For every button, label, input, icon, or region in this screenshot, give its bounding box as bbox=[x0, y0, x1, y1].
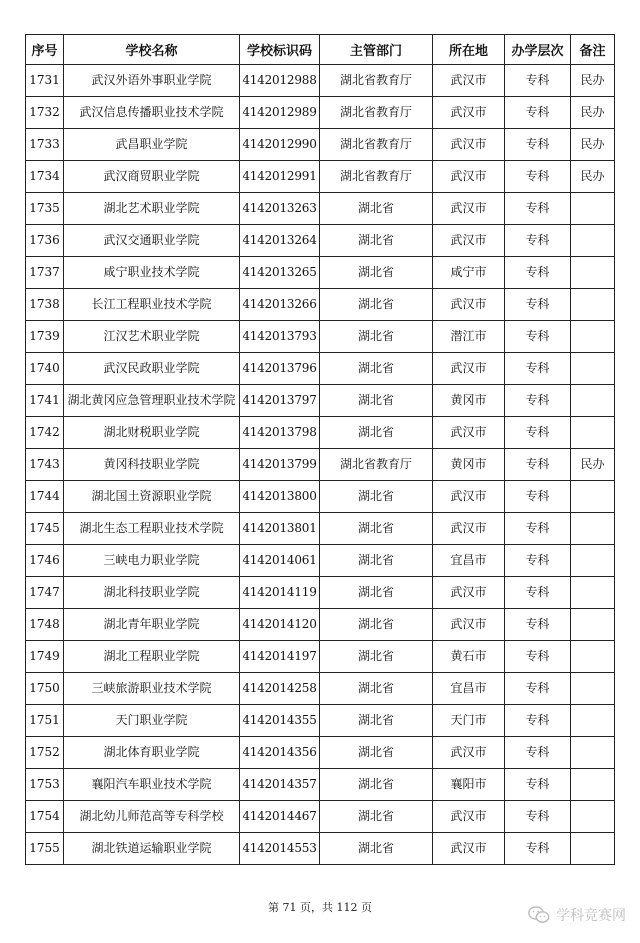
cell-school-code: 4142013266 bbox=[240, 289, 320, 321]
cell-department: 湖北省 bbox=[320, 193, 433, 225]
table-row bbox=[26, 481, 615, 513]
table-row bbox=[26, 353, 615, 385]
cell-school-name: 湖北国土资源职业学院 bbox=[64, 481, 240, 513]
cell-number: 1733 bbox=[26, 129, 64, 161]
cell-school-code: 4142013265 bbox=[240, 257, 320, 289]
cell-school-code: 4142014357 bbox=[240, 769, 320, 801]
table-row bbox=[26, 449, 615, 481]
cell-number: 1743 bbox=[26, 449, 64, 481]
cell-remarks bbox=[571, 225, 615, 257]
cell-school-code: 4142013796 bbox=[240, 353, 320, 385]
cell-school-code: 4142013801 bbox=[240, 513, 320, 545]
cell-school-name: 武汉商贸职业学院 bbox=[64, 161, 240, 193]
header-cell-level: 办学层次 bbox=[505, 35, 571, 65]
cell-department: 湖北省 bbox=[320, 545, 433, 577]
cell-school-name: 湖北生态工程职业技术学院 bbox=[64, 513, 240, 545]
table-row bbox=[26, 161, 615, 193]
cell-school-code: 4142013800 bbox=[240, 481, 320, 513]
cell-level: 专科 bbox=[505, 417, 571, 449]
cell-number: 1737 bbox=[26, 257, 64, 289]
cell-department: 湖北省 bbox=[320, 769, 433, 801]
table-row bbox=[26, 129, 615, 161]
cell-number: 1739 bbox=[26, 321, 64, 353]
cell-school-code: 4142014553 bbox=[240, 833, 320, 865]
page-number-footer: 第 71 页，共 112 页 bbox=[268, 901, 372, 914]
cell-department: 湖北省 bbox=[320, 417, 433, 449]
cell-location: 武汉市 bbox=[433, 801, 505, 833]
cell-school-name: 黄冈科技职业学院 bbox=[64, 449, 240, 481]
cell-department: 湖北省 bbox=[320, 705, 433, 737]
cell-number: 1738 bbox=[26, 289, 64, 321]
table-row bbox=[26, 417, 615, 449]
cell-number: 1734 bbox=[26, 161, 64, 193]
cell-remarks bbox=[571, 481, 615, 513]
cell-school-code: 4142014467 bbox=[240, 801, 320, 833]
table-row bbox=[26, 577, 615, 609]
cell-remarks: 民办 bbox=[571, 161, 615, 193]
cell-school-name: 湖北体育职业学院 bbox=[64, 737, 240, 769]
cell-location: 咸宁市 bbox=[433, 257, 505, 289]
cell-remarks bbox=[571, 609, 615, 641]
cell-level: 专科 bbox=[505, 545, 571, 577]
table-row bbox=[26, 289, 615, 321]
cell-school-name: 武汉交通职业学院 bbox=[64, 225, 240, 257]
cell-level: 专科 bbox=[505, 641, 571, 673]
cell-level: 专科 bbox=[505, 801, 571, 833]
cell-school-name: 湖北铁道运输职业学院 bbox=[64, 833, 240, 865]
cell-number: 1740 bbox=[26, 353, 64, 385]
cell-number: 1754 bbox=[26, 801, 64, 833]
cell-school-name: 湖北工程职业学院 bbox=[64, 641, 240, 673]
school-table bbox=[25, 34, 615, 865]
cell-location: 武汉市 bbox=[433, 161, 505, 193]
cell-number: 1752 bbox=[26, 737, 64, 769]
cell-school-name: 咸宁职业技术学院 bbox=[64, 257, 240, 289]
cell-remarks bbox=[571, 801, 615, 833]
cell-school-code: 4142014258 bbox=[240, 673, 320, 705]
cell-remarks bbox=[571, 385, 615, 417]
cell-department: 湖北省 bbox=[320, 641, 433, 673]
cell-level: 专科 bbox=[505, 609, 571, 641]
cell-level: 专科 bbox=[505, 225, 571, 257]
cell-level: 专科 bbox=[505, 161, 571, 193]
cell-location: 武汉市 bbox=[433, 833, 505, 865]
cell-number: 1746 bbox=[26, 545, 64, 577]
cell-level: 专科 bbox=[505, 449, 571, 481]
cell-department: 湖北省 bbox=[320, 321, 433, 353]
cell-number: 1750 bbox=[26, 673, 64, 705]
cell-school-code: 4142012989 bbox=[240, 97, 320, 129]
cell-location: 武汉市 bbox=[433, 129, 505, 161]
table-row bbox=[26, 257, 615, 289]
watermark bbox=[528, 905, 626, 925]
table-row bbox=[26, 321, 615, 353]
cell-number: 1735 bbox=[26, 193, 64, 225]
cell-school-code: 4142014120 bbox=[240, 609, 320, 641]
cell-location: 武汉市 bbox=[433, 481, 505, 513]
cell-remarks bbox=[571, 513, 615, 545]
cell-school-name: 湖北科技职业学院 bbox=[64, 577, 240, 609]
cell-remarks: 民办 bbox=[571, 129, 615, 161]
cell-department: 湖北省 bbox=[320, 225, 433, 257]
header-cell-department: 主管部门 bbox=[320, 35, 433, 65]
cell-school-code: 4142013264 bbox=[240, 225, 320, 257]
cell-location: 武汉市 bbox=[433, 513, 505, 545]
cell-level: 专科 bbox=[505, 673, 571, 705]
cell-level: 专科 bbox=[505, 65, 571, 97]
cell-remarks bbox=[571, 545, 615, 577]
cell-number: 1748 bbox=[26, 609, 64, 641]
table-row bbox=[26, 737, 615, 769]
cell-school-name: 三峡电力职业学院 bbox=[64, 545, 240, 577]
cell-level: 专科 bbox=[505, 257, 571, 289]
cell-department: 湖北省 bbox=[320, 801, 433, 833]
cell-department: 湖北省 bbox=[320, 385, 433, 417]
cell-location: 黄石市 bbox=[433, 641, 505, 673]
cell-remarks bbox=[571, 417, 615, 449]
cell-department: 湖北省教育厅 bbox=[320, 449, 433, 481]
cell-department: 湖北省 bbox=[320, 833, 433, 865]
cell-school-name: 武昌职业学院 bbox=[64, 129, 240, 161]
cell-department: 湖北省 bbox=[320, 737, 433, 769]
table-row bbox=[26, 833, 615, 865]
cell-number: 1749 bbox=[26, 641, 64, 673]
cell-number: 1742 bbox=[26, 417, 64, 449]
cell-level: 专科 bbox=[505, 289, 571, 321]
cell-number: 1751 bbox=[26, 705, 64, 737]
table-row bbox=[26, 225, 615, 257]
header-cell-location: 所在地 bbox=[433, 35, 505, 65]
cell-level: 专科 bbox=[505, 129, 571, 161]
cell-school-code: 4142013799 bbox=[240, 449, 320, 481]
cell-remarks: 民办 bbox=[571, 65, 615, 97]
cell-number: 1732 bbox=[26, 97, 64, 129]
cell-school-code: 4142013793 bbox=[240, 321, 320, 353]
cell-school-code: 4142013263 bbox=[240, 193, 320, 225]
cell-level: 专科 bbox=[505, 385, 571, 417]
cell-remarks bbox=[571, 577, 615, 609]
cell-school-code: 4142014197 bbox=[240, 641, 320, 673]
cell-remarks: 民办 bbox=[571, 97, 615, 129]
table-row bbox=[26, 769, 615, 801]
cell-school-name: 武汉外语外事职业学院 bbox=[64, 65, 240, 97]
cell-school-name: 武汉信息传播职业技术学院 bbox=[64, 97, 240, 129]
cell-location: 武汉市 bbox=[433, 65, 505, 97]
cell-level: 专科 bbox=[505, 321, 571, 353]
cell-school-name: 三峡旅游职业技术学院 bbox=[64, 673, 240, 705]
cell-level: 专科 bbox=[505, 97, 571, 129]
cell-department: 湖北省教育厅 bbox=[320, 65, 433, 97]
cell-location: 武汉市 bbox=[433, 737, 505, 769]
cell-number: 1747 bbox=[26, 577, 64, 609]
cell-location: 武汉市 bbox=[433, 97, 505, 129]
cell-school-name: 襄阳汽车职业技术学院 bbox=[64, 769, 240, 801]
cell-school-name: 湖北幼儿师范高等专科学校 bbox=[64, 801, 240, 833]
cell-remarks bbox=[571, 833, 615, 865]
cell-number: 1753 bbox=[26, 769, 64, 801]
table-row bbox=[26, 673, 615, 705]
cell-number: 1755 bbox=[26, 833, 64, 865]
table-row bbox=[26, 641, 615, 673]
table-row bbox=[26, 97, 615, 129]
cell-location: 潜江市 bbox=[433, 321, 505, 353]
cell-department: 湖北省 bbox=[320, 481, 433, 513]
header-cell-school-code: 学校标识码 bbox=[240, 35, 320, 65]
cell-remarks bbox=[571, 193, 615, 225]
cell-department: 湖北省 bbox=[320, 577, 433, 609]
table-row bbox=[26, 609, 615, 641]
cell-level: 专科 bbox=[505, 353, 571, 385]
cell-number: 1741 bbox=[26, 385, 64, 417]
cell-remarks bbox=[571, 353, 615, 385]
wechat-icon bbox=[528, 906, 550, 924]
cell-level: 专科 bbox=[505, 737, 571, 769]
cell-department: 湖北省 bbox=[320, 513, 433, 545]
table-row bbox=[26, 545, 615, 577]
cell-location: 宜昌市 bbox=[433, 545, 505, 577]
cell-school-name: 江汉艺术职业学院 bbox=[64, 321, 240, 353]
cell-remarks bbox=[571, 641, 615, 673]
cell-remarks bbox=[571, 737, 615, 769]
table-row bbox=[26, 193, 615, 225]
cell-remarks: 民办 bbox=[571, 449, 615, 481]
cell-department: 湖北省 bbox=[320, 353, 433, 385]
cell-level: 专科 bbox=[505, 577, 571, 609]
cell-location: 武汉市 bbox=[433, 609, 505, 641]
cell-location: 天门市 bbox=[433, 705, 505, 737]
cell-number: 1736 bbox=[26, 225, 64, 257]
cell-number: 1744 bbox=[26, 481, 64, 513]
cell-school-code: 4142014356 bbox=[240, 737, 320, 769]
cell-remarks bbox=[571, 289, 615, 321]
cell-department: 湖北省教育厅 bbox=[320, 97, 433, 129]
cell-department: 湖北省 bbox=[320, 257, 433, 289]
header-cell-school-name: 学校名称 bbox=[64, 35, 240, 65]
header-cell-number: 序号 bbox=[26, 35, 64, 65]
cell-location: 武汉市 bbox=[433, 225, 505, 257]
cell-school-name: 湖北青年职业学院 bbox=[64, 609, 240, 641]
cell-school-name: 长江工程职业技术学院 bbox=[64, 289, 240, 321]
cell-department: 湖北省 bbox=[320, 289, 433, 321]
cell-department: 湖北省 bbox=[320, 609, 433, 641]
cell-location: 武汉市 bbox=[433, 353, 505, 385]
cell-department: 湖北省 bbox=[320, 673, 433, 705]
cell-school-code: 4142014061 bbox=[240, 545, 320, 577]
cell-level: 专科 bbox=[505, 481, 571, 513]
table-row bbox=[26, 801, 615, 833]
cell-school-code: 4142012990 bbox=[240, 129, 320, 161]
cell-remarks bbox=[571, 769, 615, 801]
cell-location: 武汉市 bbox=[433, 417, 505, 449]
cell-level: 专科 bbox=[505, 705, 571, 737]
cell-location: 黄冈市 bbox=[433, 385, 505, 417]
cell-location: 宜昌市 bbox=[433, 673, 505, 705]
table-row bbox=[26, 705, 615, 737]
cell-remarks bbox=[571, 257, 615, 289]
table-row bbox=[26, 65, 615, 97]
cell-school-code: 4142012988 bbox=[240, 65, 320, 97]
cell-remarks bbox=[571, 673, 615, 705]
cell-level: 专科 bbox=[505, 769, 571, 801]
watermark-text: 学科竞赛网 bbox=[556, 908, 626, 924]
cell-number: 1745 bbox=[26, 513, 64, 545]
cell-school-code: 4142014119 bbox=[240, 577, 320, 609]
cell-school-code: 4142013797 bbox=[240, 385, 320, 417]
cell-school-name: 武汉民政职业学院 bbox=[64, 353, 240, 385]
table-header bbox=[26, 35, 615, 65]
cell-level: 专科 bbox=[505, 513, 571, 545]
header-row bbox=[26, 35, 615, 65]
header-cell-remarks: 备注 bbox=[571, 35, 615, 65]
cell-location: 武汉市 bbox=[433, 577, 505, 609]
cell-school-code: 4142012991 bbox=[240, 161, 320, 193]
cell-location: 黄冈市 bbox=[433, 449, 505, 481]
table-row bbox=[26, 513, 615, 545]
cell-level: 专科 bbox=[505, 833, 571, 865]
cell-number: 1731 bbox=[26, 65, 64, 97]
cell-location: 武汉市 bbox=[433, 289, 505, 321]
cell-level: 专科 bbox=[505, 193, 571, 225]
table-body bbox=[26, 65, 615, 865]
cell-school-name: 湖北黄冈应急管理职业技术学院 bbox=[64, 385, 240, 417]
cell-department: 湖北省教育厅 bbox=[320, 129, 433, 161]
cell-school-code: 4142013798 bbox=[240, 417, 320, 449]
cell-department: 湖北省教育厅 bbox=[320, 161, 433, 193]
table-row bbox=[26, 385, 615, 417]
cell-school-name: 湖北财税职业学院 bbox=[64, 417, 240, 449]
cell-school-name: 湖北艺术职业学院 bbox=[64, 193, 240, 225]
cell-remarks bbox=[571, 705, 615, 737]
cell-remarks bbox=[571, 321, 615, 353]
cell-location: 武汉市 bbox=[433, 193, 505, 225]
cell-school-code: 4142014355 bbox=[240, 705, 320, 737]
cell-school-name: 天门职业学院 bbox=[64, 705, 240, 737]
cell-location: 襄阳市 bbox=[433, 769, 505, 801]
